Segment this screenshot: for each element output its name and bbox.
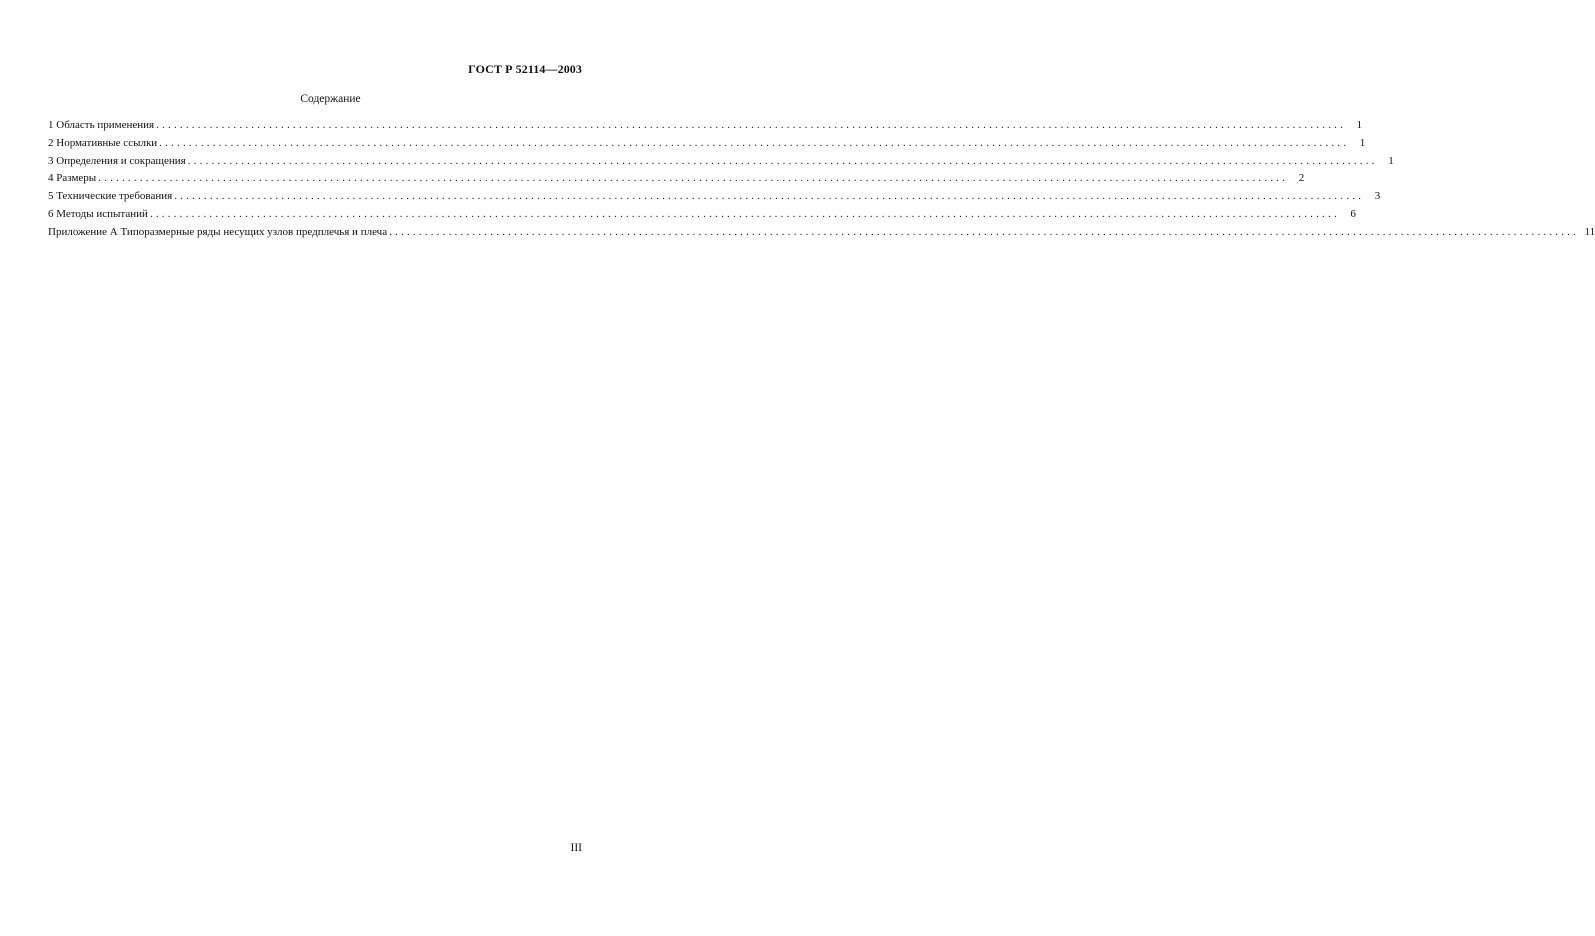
toc-entry-page: 1 [1356, 119, 1363, 131]
toc-entry [48, 206, 1356, 224]
toc-entry [48, 135, 1366, 153]
toc-entry [48, 188, 1381, 206]
toc-entry-page: 1 [1359, 136, 1366, 149]
toc-entry [48, 117, 1363, 135]
toc-entry-label: 3 Определения и сокращения [48, 154, 186, 167]
table-of-contents [48, 117, 1595, 242]
toc-dot-leader: ........................................................................................................................................................................................................ [98, 172, 1289, 185]
toc-entry-label: 1 Область применения [48, 119, 155, 131]
toc-entry-page: 11 [1584, 225, 1595, 238]
document-code-header: ГОСТ Р 52114—2003 [468, 62, 582, 76]
page-number: III [570, 842, 582, 854]
toc-dot-leader: ........................................................................................................................................................................................................ [389, 225, 1580, 238]
toc-entry [48, 224, 1595, 242]
toc-dot-leader: ........................................................................................................................................................................................................ [149, 207, 1340, 220]
toc-entry-page: 2 [1298, 172, 1305, 185]
toc-entry-label: Приложение А Типоразмерные ряды несущих узлов предплечья и плеча [48, 225, 388, 238]
toc-entry-label: 4 Размеры [48, 172, 97, 185]
toc-entry [48, 153, 1394, 171]
toc-entry-label: 2 Нормативные ссылки [48, 136, 158, 149]
toc-entry-page: 3 [1374, 190, 1381, 203]
toc-dot-leader: ........................................................................................................................................................................................................ [187, 154, 1378, 167]
toc-entry-label: 5 Технические требования [48, 190, 173, 203]
toc-dot-leader: ........................................................................................................................................................................................................ [156, 119, 1347, 131]
toc-entry-page: 1 [1388, 154, 1394, 167]
toc-title: Содержание [300, 93, 361, 105]
toc-entry [48, 170, 1305, 188]
toc-entry-label: 6 Методы испытаний [48, 207, 148, 220]
toc-dot-leader: ........................................................................................................................................................................................................ [174, 190, 1365, 203]
toc-dot-leader: ........................................................................................................................................................................................................ [159, 136, 1350, 149]
toc-entry-page: 6 [1350, 207, 1356, 220]
